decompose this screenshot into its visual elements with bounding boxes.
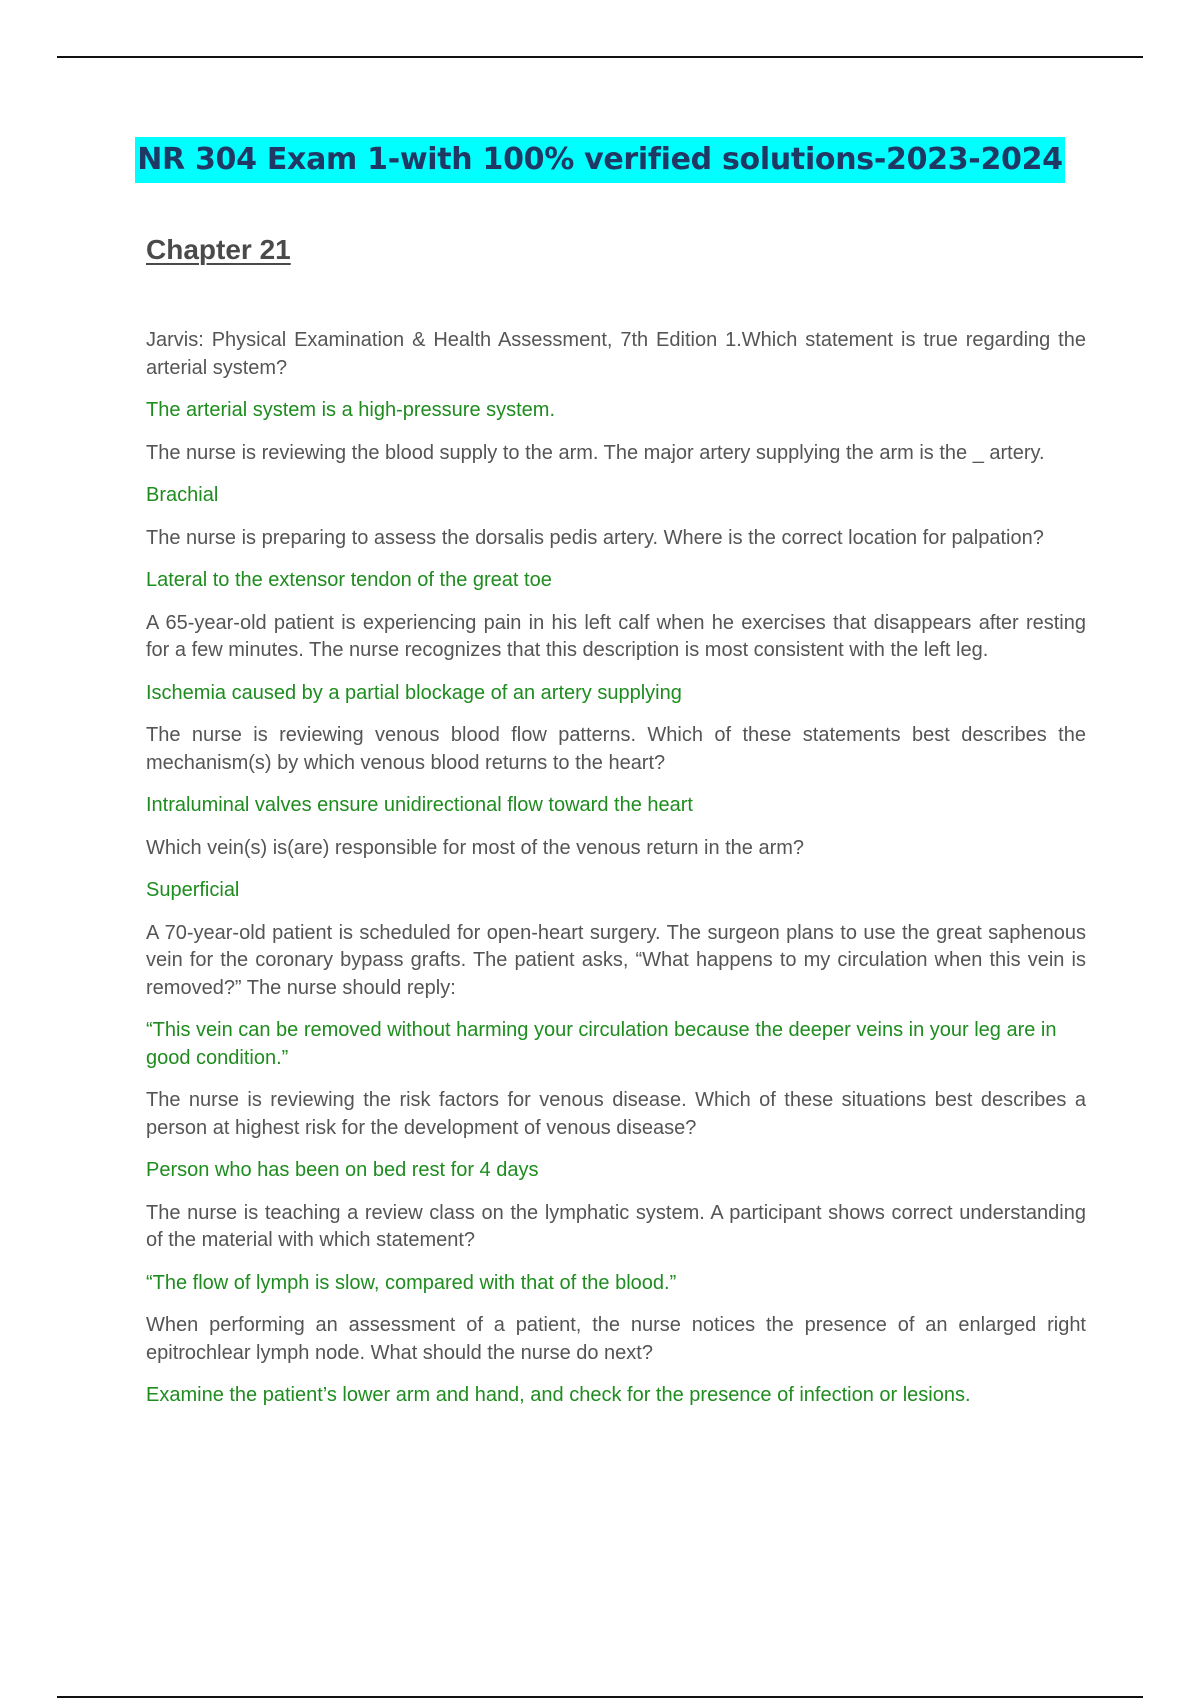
question-3: The nurse is preparing to assess the dorsalis pedis artery. Where is the correct location for palpation? xyxy=(146,526,1044,549)
answer-6: Superficial xyxy=(146,879,240,901)
answer-5: Intraluminal valves ensure unidirectional flow toward the heart xyxy=(146,794,693,816)
answer-4: Ischemia caused by a partial blockage of an artery supplying xyxy=(146,681,682,704)
question-2: The nurse is reviewing the blood supply to the arm. The major artery supplying the arm is the _ artery. xyxy=(146,441,1045,464)
answer-8: Person who has been on bed rest for 4 days xyxy=(146,1159,539,1181)
answer-3: Lateral to the extensor tendon of the great toe xyxy=(146,569,552,591)
answer-9: “The flow of lymph is slow, compared with that of the blood.” xyxy=(146,1271,677,1294)
document-title: NR 304 Exam 1-with 100% verified solutions-2023-2024 xyxy=(135,137,1065,183)
answer-2: Brachial xyxy=(146,484,219,506)
answer-1: The arterial system is a high-pressure system. xyxy=(146,399,556,421)
question-10: When performing an assessment of a patient, the nurse notices the presence of an enlarged right epitrochlear lymph node. What should the nurse do next? xyxy=(146,1314,1086,1364)
bottom-rule xyxy=(57,1696,1143,1698)
answer-7: “This vein can be removed without harming your circulation because the deeper veins in your leg are in good condition.” xyxy=(146,1019,1057,1069)
answer-10: Examine the patient’s lower arm and hand, and check for the presence of infection or lesions. xyxy=(146,1384,971,1406)
question-8: The nurse is reviewing the risk factors for venous disease. Which of these situations best describes a person at highest risk for the development of venous disease? xyxy=(146,1089,1086,1139)
question-6: Which vein(s) is(are) responsible for most of the venous return in the arm? xyxy=(146,836,805,859)
question-9: The nurse is teaching a review class on the lymphatic system. A participant shows correct understanding of the material with which statement? xyxy=(146,1201,1086,1251)
title-container xyxy=(0,137,1200,183)
chapter-heading: Chapter 21 xyxy=(146,234,291,265)
question-5: The nurse is reviewing venous blood flow patterns. Which of these statements best describes the mechanism(s) by which venous blood returns to the heart? xyxy=(146,724,1086,774)
question-1: Jarvis: Physical Examination & Health Assessment, 7th Edition 1.Which statement is true regarding the arterial system? xyxy=(146,329,1086,379)
question-4: A 65-year-old patient is experiencing pain in his left calf when he exercises that disappears after resting for a few minutes. The nurse recognizes that this description is most consistent with the left leg. xyxy=(146,611,1086,661)
question-7: A 70-year-old patient is scheduled for open-heart surgery. The surgeon plans to use the great saphenous vein for the coronary bypass grafts. The patient asks, “What happens to my circulation when this vein is removed?” The nurse should reply: xyxy=(146,921,1086,999)
qa-list xyxy=(146,327,1086,1425)
top-rule xyxy=(57,56,1143,58)
